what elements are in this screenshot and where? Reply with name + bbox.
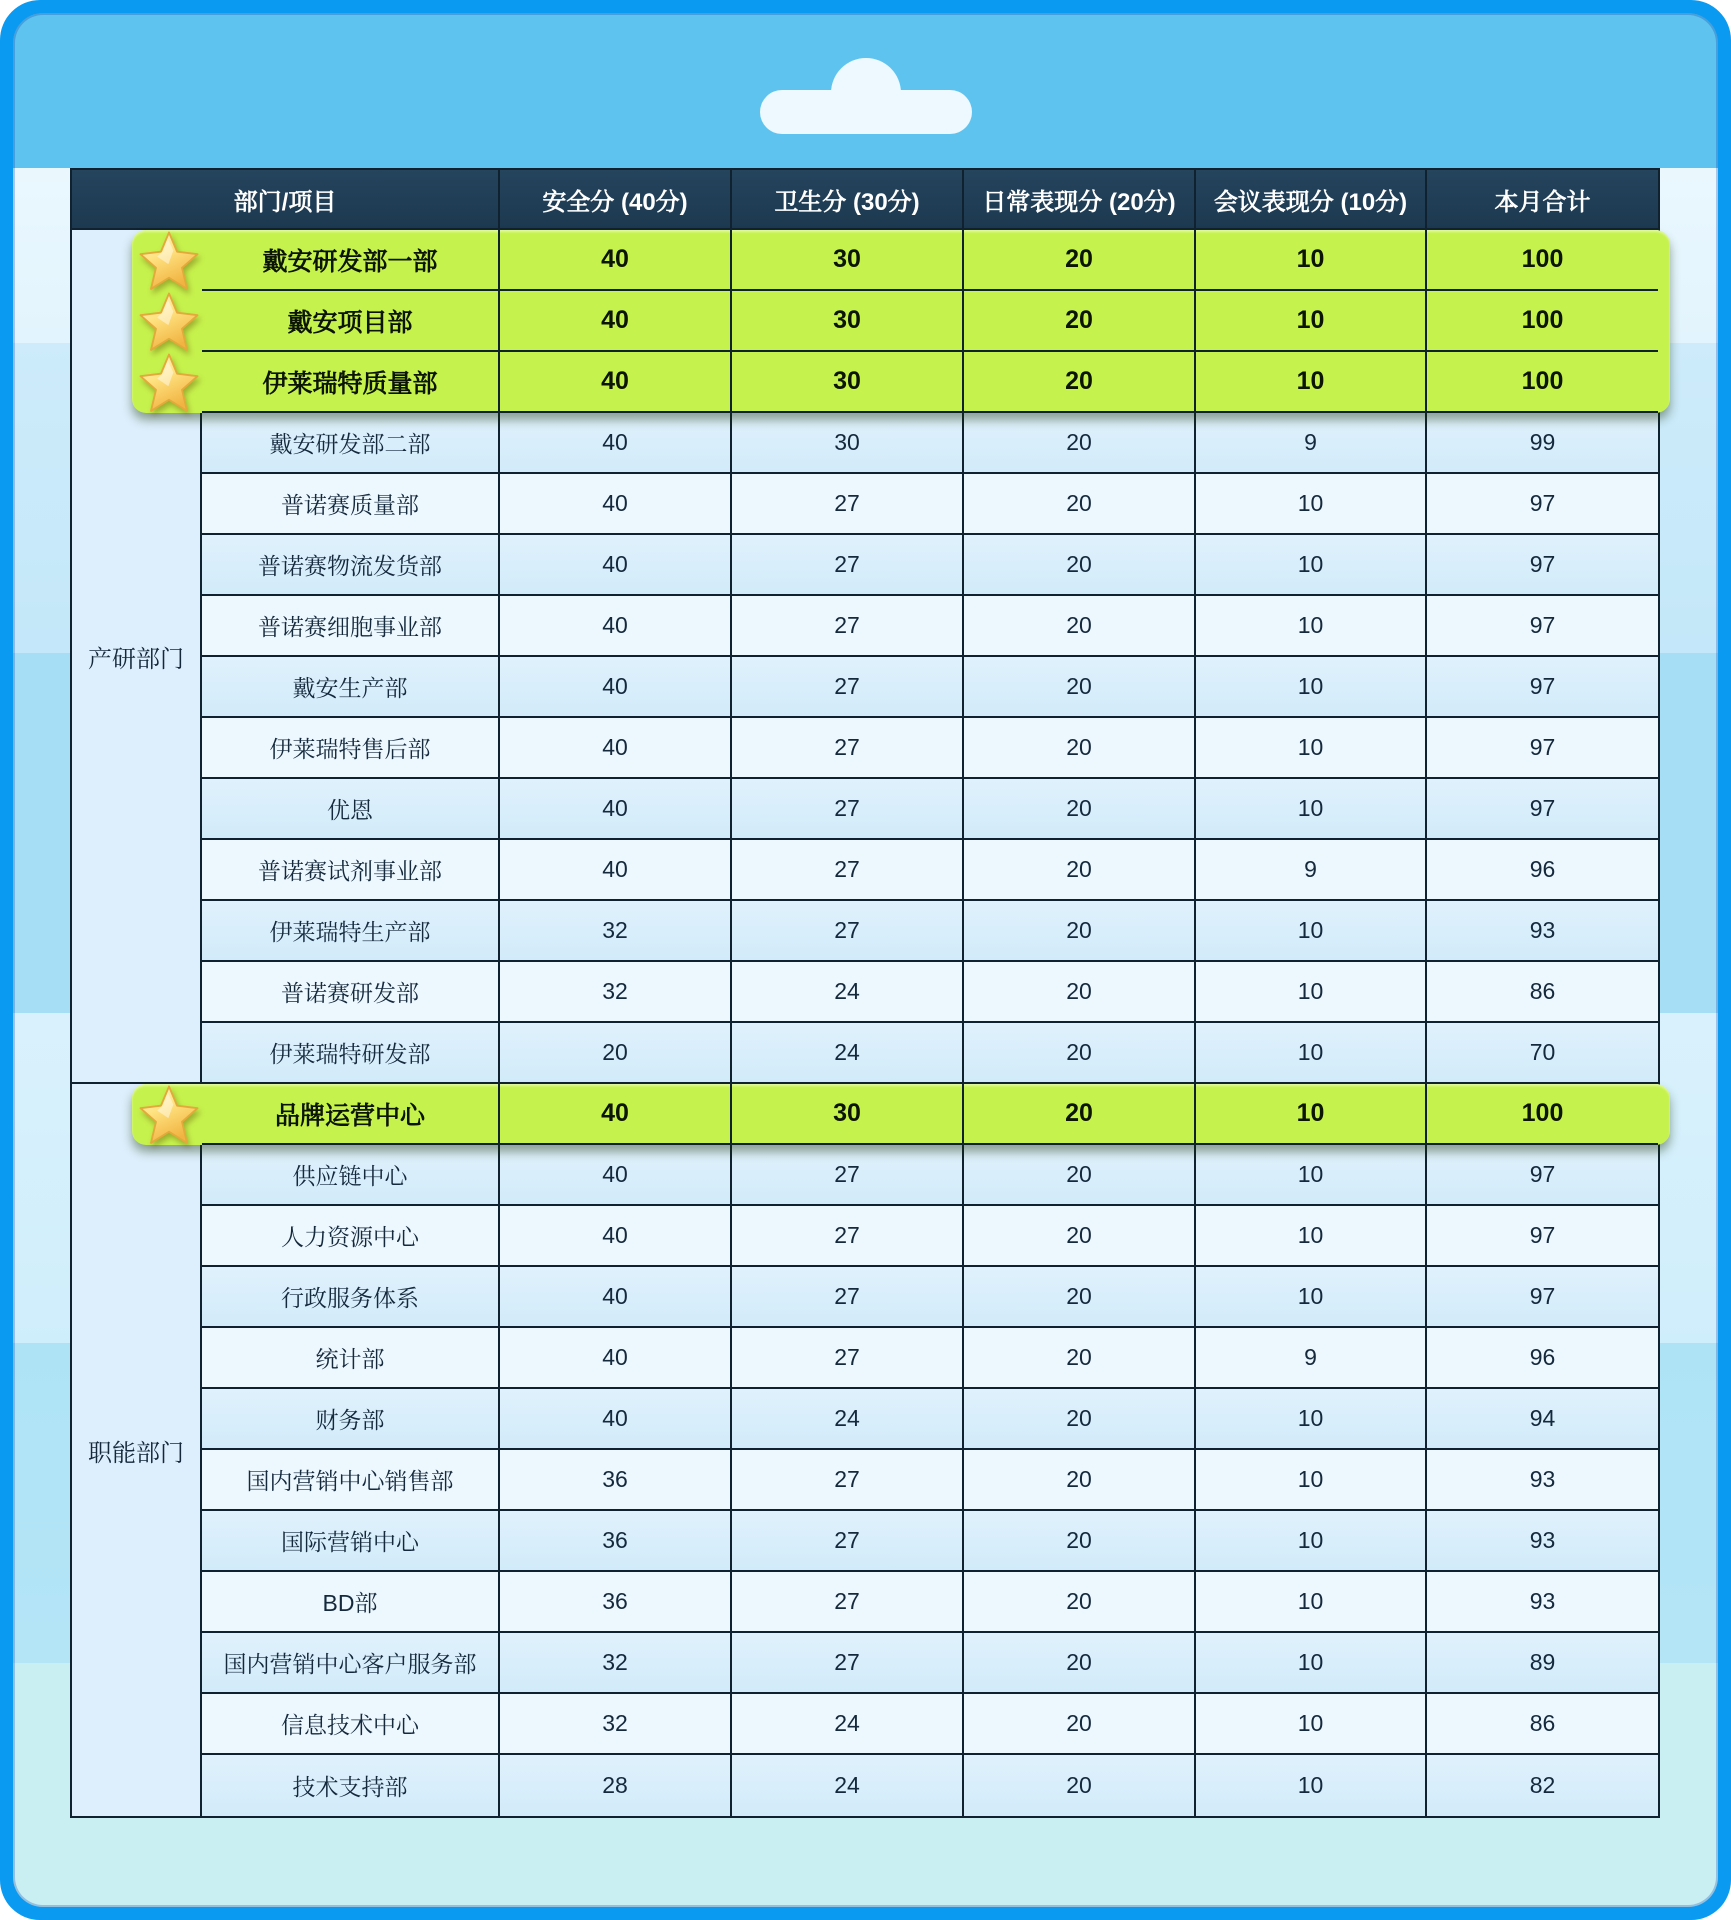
score-cell: 10 (1196, 1023, 1427, 1084)
score-cell: 40 (500, 474, 732, 535)
dept-name-cell: 信息技术中心 (202, 1694, 500, 1755)
score-cell: 86 (1427, 1694, 1658, 1755)
score-cell: 97 (1427, 779, 1658, 840)
score-cell: 30 (732, 413, 964, 474)
dept-name-cell: 戴安生产部 (202, 657, 500, 718)
dept-name-cell: 品牌运营中心 (202, 1084, 500, 1145)
score-cell: 20 (964, 657, 1196, 718)
score-cell: 9 (1196, 840, 1427, 901)
clipboard-clip (760, 90, 972, 134)
score-cell: 10 (1196, 1755, 1427, 1816)
score-cell: 10 (1196, 1389, 1427, 1450)
score-cell: 32 (500, 1633, 732, 1694)
score-cell: 10 (1196, 1267, 1427, 1328)
score-cell: 32 (500, 1694, 732, 1755)
group-cell-rnd-departments: 产研部门 (72, 230, 202, 1084)
score-cell: 40 (500, 718, 732, 779)
score-cell: 10 (1196, 1694, 1427, 1755)
dept-name-cell: 普诺赛物流发货部 (202, 535, 500, 596)
dept-name-cell: 伊莱瑞特生产部 (202, 901, 500, 962)
score-cell: 27 (732, 1145, 964, 1206)
score-cell: 10 (1196, 1084, 1427, 1145)
score-cell: 27 (732, 718, 964, 779)
score-cell: 20 (964, 230, 1196, 291)
score-cell: 20 (964, 1023, 1196, 1084)
score-cell: 20 (964, 474, 1196, 535)
dept-name-cell: 伊莱瑞特售后部 (202, 718, 500, 779)
score-cell: 10 (1196, 962, 1427, 1023)
score-cell: 20 (964, 1694, 1196, 1755)
score-cell: 28 (500, 1755, 732, 1816)
score-cell: 40 (500, 413, 732, 474)
score-cell: 40 (500, 1145, 732, 1206)
score-cell: 97 (1427, 657, 1658, 718)
dept-name-cell: 国内营销中心客户服务部 (202, 1633, 500, 1694)
score-cell: 10 (1196, 1572, 1427, 1633)
score-cell: 40 (500, 840, 732, 901)
dept-name-cell: 普诺赛试剂事业部 (202, 840, 500, 901)
score-cell: 40 (500, 230, 732, 291)
score-cell: 100 (1427, 352, 1658, 413)
score-cell: 20 (964, 413, 1196, 474)
score-cell: 27 (732, 1450, 964, 1511)
score-cell: 40 (500, 535, 732, 596)
score-cell: 93 (1427, 1511, 1658, 1572)
score-cell: 20 (964, 1145, 1196, 1206)
score-cell: 82 (1427, 1755, 1658, 1816)
score-cell: 10 (1196, 1206, 1427, 1267)
score-cell: 10 (1196, 901, 1427, 962)
dept-name-cell: 戴安项目部 (202, 291, 500, 352)
dept-name-cell: 国际营销中心 (202, 1511, 500, 1572)
score-cell: 27 (732, 596, 964, 657)
score-cell: 10 (1196, 230, 1427, 291)
score-cell: 27 (732, 535, 964, 596)
score-cell: 86 (1427, 962, 1658, 1023)
score-cell: 10 (1196, 596, 1427, 657)
score-cell: 27 (732, 1572, 964, 1633)
column-header-safety: 安全分 (40分) (500, 170, 732, 230)
score-cell: 10 (1196, 291, 1427, 352)
score-cell: 96 (1427, 840, 1658, 901)
score-cell: 40 (500, 1084, 732, 1145)
score-cell: 20 (964, 1633, 1196, 1694)
score-cell: 20 (964, 779, 1196, 840)
dept-name-cell: 统计部 (202, 1328, 500, 1389)
score-cell: 70 (1427, 1023, 1658, 1084)
score-cell: 100 (1427, 1084, 1658, 1145)
score-cell: 20 (964, 1755, 1196, 1816)
score-cell: 20 (964, 1572, 1196, 1633)
score-cell: 20 (964, 901, 1196, 962)
score-cell: 30 (732, 230, 964, 291)
star-icon (138, 291, 200, 353)
dept-name-cell: 人力资源中心 (202, 1206, 500, 1267)
score-cell: 36 (500, 1450, 732, 1511)
score-cell: 36 (500, 1572, 732, 1633)
score-cell: 97 (1427, 1145, 1658, 1206)
dept-name-cell: 行政服务体系 (202, 1267, 500, 1328)
dept-name-cell: BD部 (202, 1572, 500, 1633)
score-cell: 27 (732, 1633, 964, 1694)
score-cell: 40 (500, 291, 732, 352)
score-cell: 20 (964, 1328, 1196, 1389)
score-cell: 9 (1196, 413, 1427, 474)
dept-name-cell: 财务部 (202, 1389, 500, 1450)
score-cell: 20 (964, 352, 1196, 413)
score-cell: 99 (1427, 413, 1658, 474)
group-cell-functional-departments: 职能部门 (72, 1084, 202, 1816)
dept-name-cell: 普诺赛细胞事业部 (202, 596, 500, 657)
score-cell: 40 (500, 1206, 732, 1267)
score-cell: 32 (500, 901, 732, 962)
score-cell: 96 (1427, 1328, 1658, 1389)
score-cell: 10 (1196, 718, 1427, 779)
dept-name-cell: 普诺赛研发部 (202, 962, 500, 1023)
score-cell: 32 (500, 962, 732, 1023)
score-cell: 97 (1427, 596, 1658, 657)
panel-background (13, 13, 1718, 1907)
score-cell: 20 (964, 1450, 1196, 1511)
score-cell: 10 (1196, 1633, 1427, 1694)
score-cell: 30 (732, 352, 964, 413)
score-cell: 20 (964, 1206, 1196, 1267)
column-header-meeting: 会议表现分 (10分) (1196, 170, 1427, 230)
dept-name-cell: 技术支持部 (202, 1755, 500, 1816)
score-cell: 20 (964, 535, 1196, 596)
score-cell: 27 (732, 1328, 964, 1389)
score-cell: 20 (964, 718, 1196, 779)
score-cell: 27 (732, 474, 964, 535)
score-cell: 36 (500, 1511, 732, 1572)
dept-name-cell: 普诺赛质量部 (202, 474, 500, 535)
dept-name-cell: 国内营销中心销售部 (202, 1450, 500, 1511)
score-cell: 27 (732, 901, 964, 962)
score-cell: 24 (732, 962, 964, 1023)
score-cell: 93 (1427, 1572, 1658, 1633)
score-cell: 97 (1427, 1267, 1658, 1328)
dept-name-cell: 伊莱瑞特研发部 (202, 1023, 500, 1084)
score-cell: 24 (732, 1023, 964, 1084)
star-icon (138, 1084, 200, 1146)
column-header-daily: 日常表现分 (20分) (964, 170, 1196, 230)
score-cell: 40 (500, 1267, 732, 1328)
score-cell: 97 (1427, 718, 1658, 779)
dept-name-cell: 伊莱瑞特质量部 (202, 352, 500, 413)
score-cell: 93 (1427, 1450, 1658, 1511)
score-cell: 40 (500, 779, 732, 840)
score-cell: 20 (964, 962, 1196, 1023)
star-icon (138, 230, 200, 292)
score-cell: 27 (732, 1267, 964, 1328)
star-icon (138, 352, 200, 414)
score-cell: 40 (500, 1389, 732, 1450)
score-cell: 30 (732, 291, 964, 352)
score-cell: 27 (732, 840, 964, 901)
score-cell: 100 (1427, 291, 1658, 352)
dept-name-cell: 供应链中心 (202, 1145, 500, 1206)
score-cell: 20 (964, 1511, 1196, 1572)
score-cell: 20 (964, 840, 1196, 901)
score-cell: 10 (1196, 1450, 1427, 1511)
score-cell: 97 (1427, 1206, 1658, 1267)
score-cell: 24 (732, 1694, 964, 1755)
score-cell: 20 (964, 1389, 1196, 1450)
score-cell: 10 (1196, 352, 1427, 413)
score-cell: 10 (1196, 1145, 1427, 1206)
dept-name-cell: 戴安研发部二部 (202, 413, 500, 474)
score-cell: 100 (1427, 230, 1658, 291)
column-header-department: 部门/项目 (72, 170, 500, 230)
score-cell: 27 (732, 1206, 964, 1267)
score-cell: 20 (964, 1084, 1196, 1145)
score-cell: 24 (732, 1389, 964, 1450)
score-table (70, 168, 1660, 1818)
score-cell: 10 (1196, 535, 1427, 596)
score-cell: 24 (732, 1755, 964, 1816)
column-header-monthly-total: 本月合计 (1427, 170, 1658, 230)
score-cell: 27 (732, 779, 964, 840)
score-cell: 10 (1196, 1511, 1427, 1572)
score-cell: 20 (964, 1267, 1196, 1328)
score-cell: 94 (1427, 1389, 1658, 1450)
score-cell: 27 (732, 1511, 964, 1572)
dept-name-cell: 戴安研发部一部 (202, 230, 500, 291)
score-cell: 97 (1427, 535, 1658, 596)
score-cell: 40 (500, 1328, 732, 1389)
score-cell: 9 (1196, 1328, 1427, 1389)
score-cell: 10 (1196, 657, 1427, 718)
score-cell: 40 (500, 596, 732, 657)
score-cell: 20 (964, 291, 1196, 352)
score-cell: 97 (1427, 474, 1658, 535)
score-cell: 40 (500, 352, 732, 413)
column-header-hygiene: 卫生分 (30分) (732, 170, 964, 230)
score-cell: 10 (1196, 779, 1427, 840)
score-cell: 20 (964, 596, 1196, 657)
score-cell: 89 (1427, 1633, 1658, 1694)
score-cell: 10 (1196, 474, 1427, 535)
score-cell: 20 (500, 1023, 732, 1084)
score-cell: 27 (732, 657, 964, 718)
score-cell: 40 (500, 657, 732, 718)
score-cell: 30 (732, 1084, 964, 1145)
dept-name-cell: 优恩 (202, 779, 500, 840)
score-cell: 93 (1427, 901, 1658, 962)
